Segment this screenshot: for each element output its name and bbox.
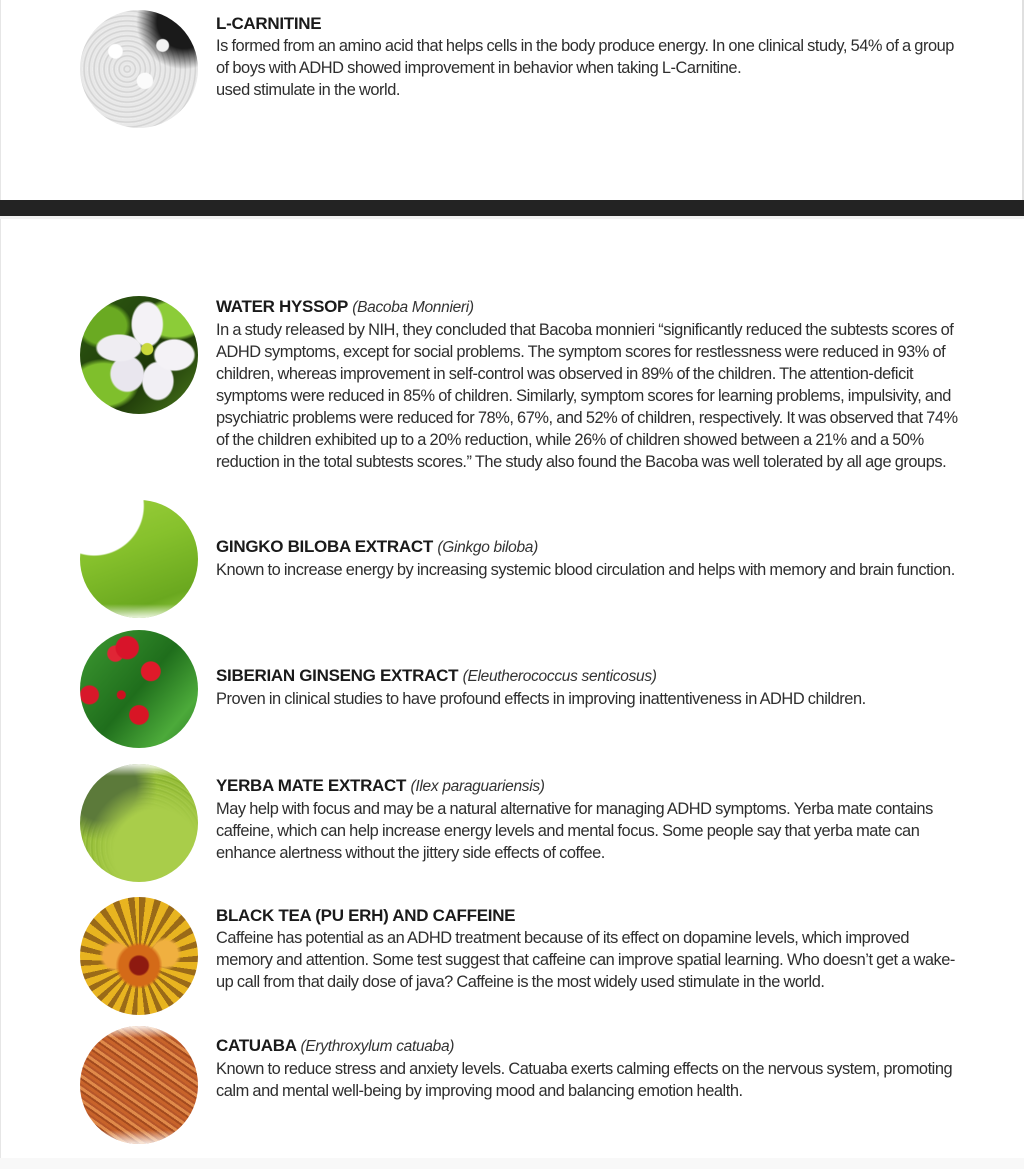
siberian-ginseng-plant-image: [80, 630, 198, 748]
ingredient-title: [216, 13, 966, 35]
ingredient-name: BLACK TEA (PU ERH) AND CAFFEINE: [216, 906, 516, 925]
ingredient-description: Caffeine has potential as an ADHD treatment because of its effect on dopamine levels, which improved memory and attention. Some test suggest that caffeine can improve spatial learning. Who doesn’t get a wake-up call from that daily dose of java? Caffeine is the most widely used stimulate in the world.: [216, 929, 955, 991]
ingredient-name: CATUABA: [216, 1036, 297, 1055]
ingredient-description: Known to reduce stress and anxiety levels. Catuaba exerts calming effects on the nervous system, promoting calm and mental well-being by improving mood and balancing emotion health.: [216, 1060, 953, 1100]
ingredient-description: Is formed from an amino acid that helps cells in the body produce energy. In one clinical study, 54% of a group of boys with ADHD showed improvement in behavior when taking L-Carnitine.: [216, 37, 954, 77]
section-divider-shadow: [0, 216, 1024, 219]
yerba-mate-powder-image: [80, 764, 198, 882]
ingredient-name: YERBA MATE EXTRACT: [216, 776, 407, 795]
ingredient-name: GINGKO BILOBA EXTRACT: [216, 537, 433, 556]
ingredient-description-extra: used stimulate in the world.: [216, 81, 401, 99]
catuaba-bark-image: [80, 1026, 198, 1144]
ingredient-title: [216, 775, 966, 798]
ingredient-title: [216, 296, 966, 319]
ingredient-description: Proven in clinical studies to have profound effects in improving inattentiveness in ADHD children.: [216, 690, 866, 708]
ingredient-description: Known to increase energy by increasing systemic blood circulation and helps with memory and brain function.: [216, 561, 955, 579]
page-left-edge: [0, 0, 1, 1169]
ingredient-name: L-CARNITINE: [216, 14, 322, 33]
l-carnitine-powder-image: [80, 10, 198, 128]
gingko-leaf-image: [80, 500, 198, 618]
ingredient-latin-name: (Eleutherococcus senticosus): [462, 668, 657, 685]
ingredient-description: May help with focus and may be a natural alternative for managing ADHD symptoms. Yerba mate contains caffeine, which can help increase energy levels and mental focus. Some people say that yerba mate can enhance alertness without the jittery side effects of coffee.: [216, 800, 933, 862]
ingredient-latin-name: (Erythroxylum catuaba): [300, 1038, 455, 1055]
ingredient-description: In a study released by NIH, they concluded that Bacoba monnieri “significantly reduced the subtests scores of ADHD symptoms, except for social problems. The symptom scores for restlessness were reduced in 93% of children, whereas improvement in self-control was observed in 89% of the children. The attention-deficit symptoms were reduced in 85% of children. Similarly, symptom scores for learning problems, impulsivity, and psychiatric problems were reduced for 78%, 67%, and 52% of children, respectively. It was observed that 74% of the children exhibited up to a 20% reduction, while 26% of children showed between a 21% and a 50% reduction in the total subtests scores.” The study also found the Bacoba was well tolerated by all age groups.: [216, 321, 958, 471]
ingredient-title: [216, 665, 966, 688]
black-tea-blossom-image: [80, 897, 198, 1015]
ingredient-latin-name: (Bacoba Monnieri): [352, 299, 474, 316]
ingredient-title: [216, 905, 966, 927]
section-divider: [0, 200, 1024, 216]
ingredient-latin-name: (Ginkgo biloba): [437, 539, 538, 556]
water-hyssop-flower-image: [80, 296, 198, 414]
ingredient-title: [216, 536, 966, 559]
ingredient-latin-name: (Ilex paraguariensis): [410, 778, 545, 795]
page-bottom-band: [0, 1158, 1024, 1169]
ingredient-name: WATER HYSSOP: [216, 297, 348, 316]
ingredient-name: SIBERIAN GINSENG EXTRACT: [216, 666, 459, 685]
ingredient-title: [216, 1035, 966, 1058]
